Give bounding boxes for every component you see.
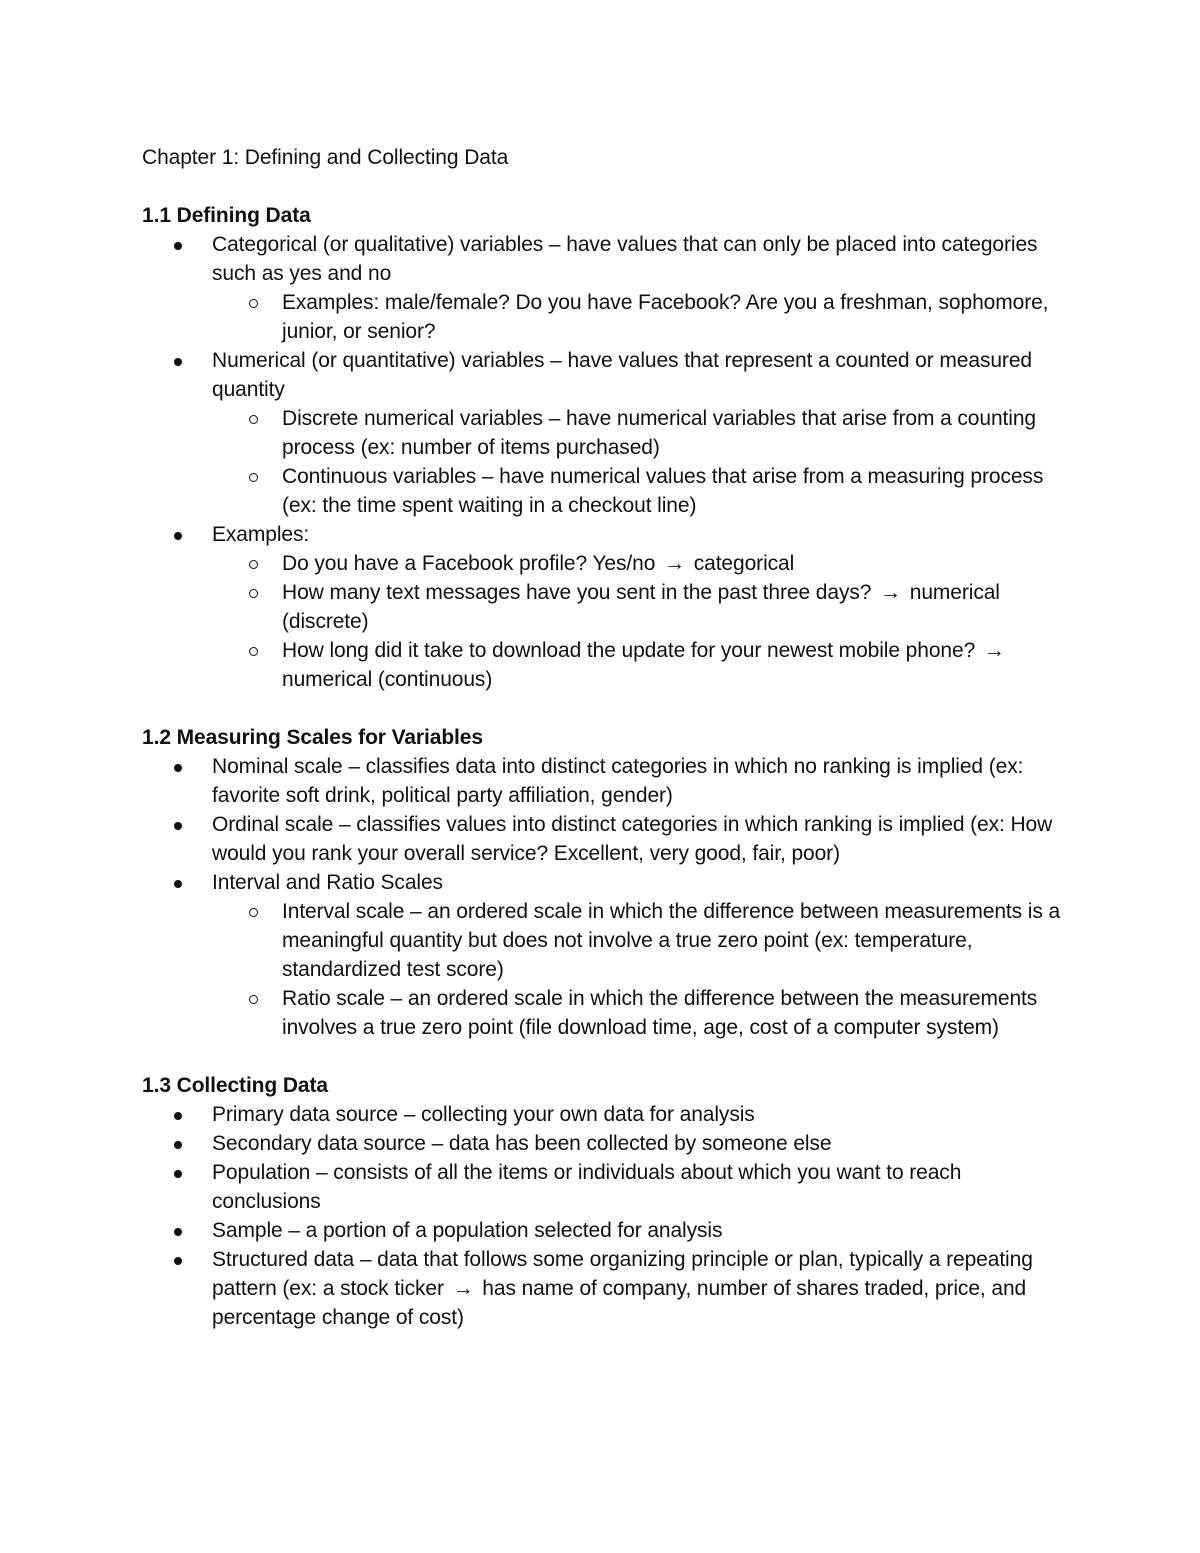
arrow-right-icon: → <box>452 1277 474 1300</box>
list-item <box>142 230 1062 346</box>
arrow-right-icon: → <box>664 552 685 575</box>
document-body <box>142 143 1062 1332</box>
hollow-bullet-icon <box>249 299 258 308</box>
sub-list <box>212 288 1062 346</box>
list-item <box>142 520 1062 694</box>
list-item <box>142 868 1062 1042</box>
bullet-icon <box>174 1228 182 1236</box>
arrow-right-icon: → <box>983 639 1005 662</box>
bullet-icon <box>174 1170 182 1178</box>
bullet-icon <box>174 1141 182 1149</box>
list-item <box>142 346 1062 520</box>
sub-list-item <box>212 984 1062 1042</box>
bullet-list <box>142 230 1062 694</box>
section-heading: 1.3 Collecting Data <box>142 1074 328 1097</box>
list-item-text: Interval and Ratio Scales <box>212 871 443 894</box>
sub-list-item <box>212 288 1062 346</box>
bullet-icon <box>174 1112 182 1120</box>
bullet-icon <box>174 822 182 830</box>
hollow-bullet-icon <box>249 589 258 598</box>
hollow-bullet-icon <box>249 647 258 656</box>
sub-list-item <box>212 462 1062 520</box>
hollow-bullet-icon <box>249 908 258 917</box>
sub-list-item <box>212 636 1062 694</box>
sub-list-item-text: Interval scale – an ordered scale in which the difference between measurements is a meaningful quantity but does not involve a true zero point (ex: temperature, standardized test score) <box>282 900 1061 981</box>
sub-list-item <box>212 897 1062 984</box>
sub-list-item-result: categorical <box>693 552 795 575</box>
section-defining-data <box>142 201 1062 694</box>
list-item-result: has name of company, number of shares traded, price, and percentage change of cost) <box>212 1277 1027 1329</box>
list-item-text: Categorical (or qualitative) variables – have values that can only be placed into categories such as yes and no <box>212 233 1038 285</box>
bullet-icon <box>174 532 182 540</box>
list-item-text: Sample – a portion of a population selected for analysis <box>212 1219 723 1242</box>
bullet-icon <box>174 358 182 366</box>
list-item <box>142 1129 1062 1158</box>
list-item-text: Examples: <box>212 523 310 546</box>
list-item-text: Population – consists of all the items or individuals about which you want to reach conclusions <box>212 1161 962 1213</box>
list-item <box>142 1216 1062 1245</box>
section-collecting-data <box>142 1071 1062 1332</box>
sub-list <box>212 897 1062 1042</box>
sub-list-item <box>212 549 1062 578</box>
sub-list-item <box>212 404 1062 462</box>
list-item <box>142 1158 1062 1216</box>
bullet-icon <box>174 242 182 250</box>
hollow-bullet-icon <box>249 560 258 569</box>
sub-list-item-text: Discrete numerical variables – have numerical variables that arise from a counting process (ex: number of items purchased) <box>282 407 1036 459</box>
sub-list-item-result: numerical (discrete) <box>282 581 1000 633</box>
list-item <box>142 752 1062 810</box>
sub-list-item-text: Continuous variables – have numerical values that arise from a measuring process (ex: the time spent waiting in a checkout line) <box>282 465 1044 517</box>
list-item-text: Structured data – data that follows some organizing principle or plan, typically a repeating pattern (ex: a stock ticker <box>212 1248 1033 1300</box>
hollow-bullet-icon <box>249 995 258 1004</box>
bullet-icon <box>174 880 182 888</box>
bullet-icon <box>174 764 182 772</box>
section-heading: 1.2 Measuring Scales for Variables <box>142 726 483 749</box>
bullet-list <box>142 1100 1062 1332</box>
sub-list <box>212 549 1062 694</box>
document-title: Chapter 1: Defining and Collecting Data <box>142 146 509 169</box>
list-item-text: Numerical (or quantitative) variables – have values that represent a counted or measured quantity <box>212 349 1032 401</box>
section-heading: 1.1 Defining Data <box>142 204 311 227</box>
sub-list-item-text: Do you have a Facebook profile? Yes/no <box>282 552 656 575</box>
sub-list-item-text: How long did it take to download the update for your newest mobile phone? <box>282 639 976 662</box>
hollow-bullet-icon <box>249 473 258 482</box>
list-item <box>142 1100 1062 1129</box>
sub-list-item-text: Ratio scale – an ordered scale in which the difference between the measurements involves a true zero point (file download time, age, cost of a computer system) <box>282 987 1038 1039</box>
sub-list-item-text: How many text messages have you sent in the past three days? <box>282 581 872 604</box>
sub-list-item-result: numerical (continuous) <box>282 668 493 691</box>
list-item-text: Primary data source – collecting your own data for analysis <box>212 1103 755 1126</box>
bullet-icon <box>174 1257 182 1265</box>
list-item <box>142 1245 1062 1332</box>
sub-list <box>212 404 1062 520</box>
list-item-text: Secondary data source – data has been collected by someone else <box>212 1132 832 1155</box>
bullet-list <box>142 752 1062 1042</box>
sub-list-item <box>212 578 1062 636</box>
hollow-bullet-icon <box>249 415 258 424</box>
list-item <box>142 810 1062 868</box>
list-item-text: Nominal scale – classifies data into distinct categories in which no ranking is implied (ex: favorite soft drink, political party affiliation, gender) <box>212 755 1024 807</box>
arrow-right-icon: → <box>880 581 901 604</box>
sub-list-item-text: Examples: male/female? Do you have Facebook? Are you a freshman, sophomore, junior, or senior? <box>282 291 1049 343</box>
section-measuring-scales <box>142 723 1062 1042</box>
list-item-text: Ordinal scale – classifies values into distinct categories in which ranking is implied (ex: How would you rank your overall service? Excellent, very good, fair, poor) <box>212 813 1053 865</box>
